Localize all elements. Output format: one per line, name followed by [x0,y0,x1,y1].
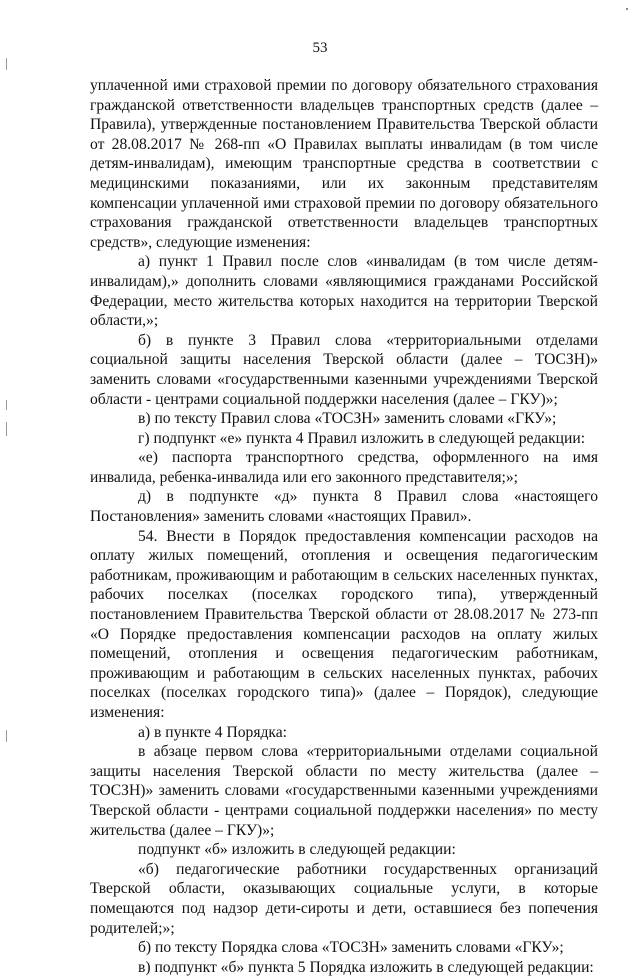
page-number: 53 [312,40,328,56]
paragraph: в) по тексту Правил слова «ТОСЗН» заменить словами «ГКУ»; [138,410,557,428]
paragraph: д) в подпункте «д» пункта 8 Правил слова «настоящего Постановления» заменить словами «настоящих Правил». [90,488,598,526]
paragraph: г) подпункт «е» пункта 4 Правил изложить в следующей редакции: [138,429,586,447]
paragraph: б) по тексту Порядка слова «ТОСЗН» заменить словами «ГКУ»; [138,939,564,957]
document-body [90,76,598,977]
scan-margin-mark [6,58,7,70]
paragraph: «е) паспорта транспортного средства, оформленного на имя инвалида, ребенка-инвалида или его законного представителя;»; [90,449,598,486]
paragraph: в абзаце первом слова «территориальными отделами социальной защиты населения Тверской области по месту жительства (далее – ТОСЗН)» заменить словами «государственными казенными учреждениями Тверской области - центрами социальной поддержки населения» по месту жительства (далее – ГКУ)»; [90,743,598,839]
paragraph: уплаченной ими страховой премии по договору обязательного страхования гражданской ответственности владельцев транспортных средств (далее – Правила), утвержденные постановлением Правительства Тверской области от 28.08.2017 № 268-пп «О Правилах выплаты инвалидам (в том числе детям-инвалидам), имеющим транспортные средства в соответствии с медицинскими показаниями, или их законным представителям компенсации уплаченной ими страховой премии по договору обязательного страхования гражданской ответственности владельцев транспортных средств», следующие изменения: [90,77,598,251]
paragraph: в) подпункт «б» пункта 5 Порядка изложить в следующей редакции: [138,958,594,976]
paragraph: подпункт «б» изложить в следующей редакции: [138,841,456,859]
paragraph: б) в пункте 3 Правил слова «территориальными отделами социальной защиты населения Тверской области (далее – ТОСЗН)» заменить словами «государственными казенными учреждениями Тверской области - центрами социальной поддержки населения (далее – ГКУ)»; [90,331,598,408]
paragraph: а) пункт 1 Правил после слов «инвалидам (в том числе детям-инвалидам),» дополнить словами «являющимися гражданами Российской Федерации, место жительства которых находится на территории Тверской области,»; [90,253,598,330]
paragraph: 54. Внести в Порядок предоставления компенсации расходов на оплату жилых помещений, отопления и освещения педагогическим работникам, проживающим и работающим в сельских населенных пунктах, рабочих поселках (поселках городского типа), утвержденный постановлением Правительства Тверской области от 28.08.2017 № 273-пп «О Порядке предоставления компенсации расходов на оплату жилых помещений, отопления и освещения педагогическим работникам, проживающим и работающим в сельских населенных пунктах, рабочих поселках (поселках городского типа)» (далее – Порядок), следующие изменения: [90,527,598,721]
scan-margin-mark [6,400,7,410]
paragraph: а) в пункте 4 Порядка: [138,723,288,741]
paragraph: «б) педагогические работники государственных организаций Тверской области, оказывающих социальные услуги, в которые помещаются под надзор дети-сироты и дети, оставшиеся без попечения родителей;»; [90,860,598,937]
scan-margin-mark [6,422,7,436]
scan-dot [626,8,628,10]
scan-margin-mark [6,730,7,742]
